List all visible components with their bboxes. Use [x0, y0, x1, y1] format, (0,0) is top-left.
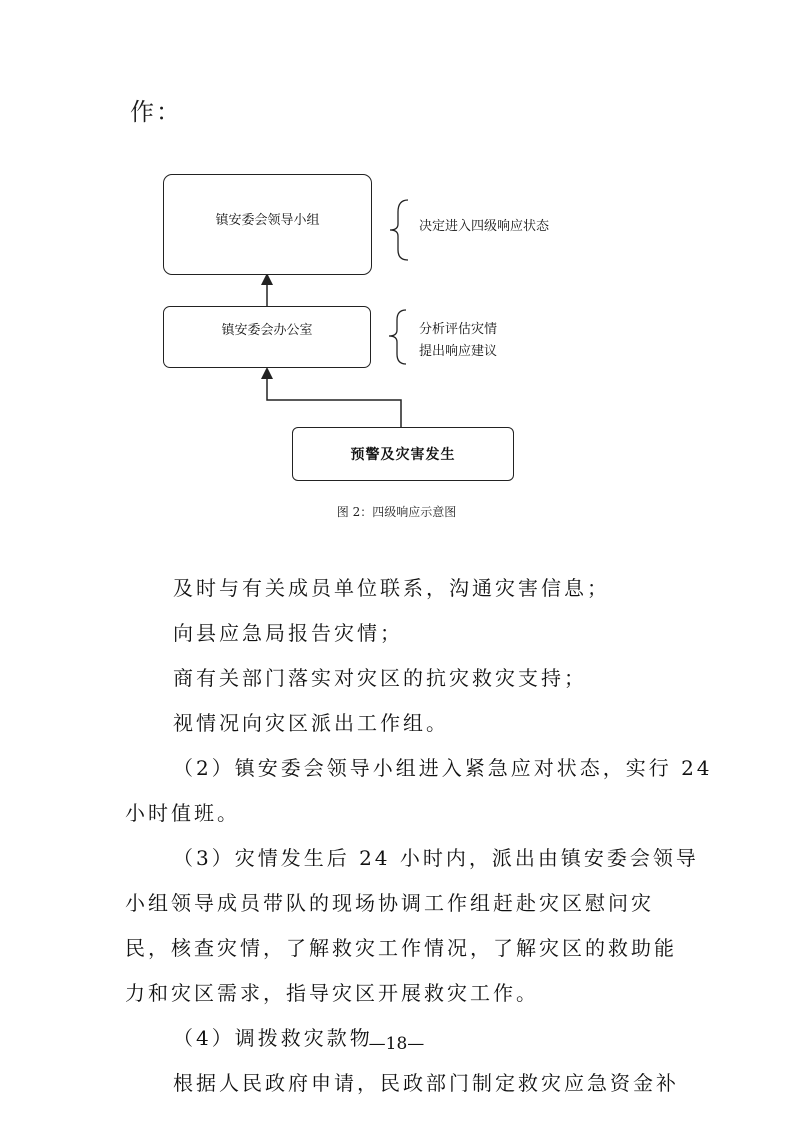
body-line: 根据人民政府申请，民政部门制定救灾应急资金补 [173, 1071, 679, 1095]
note-office-line2: 提出响应建议 [419, 344, 498, 359]
office-box [163, 306, 371, 368]
lead-text: 作： [130, 98, 182, 126]
brace-top [390, 200, 408, 260]
body-line: 及时与有关成员单位联系，沟通灾害信息； [173, 576, 610, 600]
body-line: 视情况向灾区派出工作组。 [173, 711, 449, 735]
warning-disaster-label: 预警及灾害发生 [350, 447, 456, 463]
page-number: —18— [368, 1034, 425, 1054]
body-line: 小组领导成员带队的现场协调工作组赶赴灾区慰问灾 [125, 891, 654, 915]
warning-disaster-box [292, 427, 514, 481]
body-line: 力和灾区需求，指导灾区开展救灾工作。 [125, 981, 539, 1005]
brace-middle [389, 310, 406, 364]
arrow-warning-to-office [267, 373, 401, 427]
office-label: 镇安委会办公室 [221, 323, 313, 338]
leadership-group-label: 镇安委会领导小组 [215, 213, 320, 228]
leadership-group-box [163, 174, 372, 275]
body-line: （2）镇安委会领导小组进入紧急应对状态，实行 24 [173, 756, 713, 780]
note-leadership-text: 决定进入四级响应状态 [419, 219, 550, 234]
body-text [125, 566, 713, 1106]
note-office-line1: 分析评估灾情 [419, 322, 498, 337]
figure-caption: 图 2：四级响应示意图 [336, 505, 457, 519]
body-line: 商有关部门落实对灾区的抗灾救灾支持； [173, 666, 587, 690]
body-line: 民，核查灾情，了解救灾工作情况，了解灾区的救助能 [125, 936, 677, 960]
note-leadership [419, 216, 549, 238]
body-line: （3）灾情发生后 24 小时内，派出由镇安委会领导 [173, 846, 699, 870]
body-line: 向县应急局报告灾情； [173, 621, 403, 645]
note-office [419, 319, 497, 363]
body-line: （4）调拨救灾款物 [173, 1026, 373, 1050]
body-line: 小时值班。 [125, 801, 240, 825]
